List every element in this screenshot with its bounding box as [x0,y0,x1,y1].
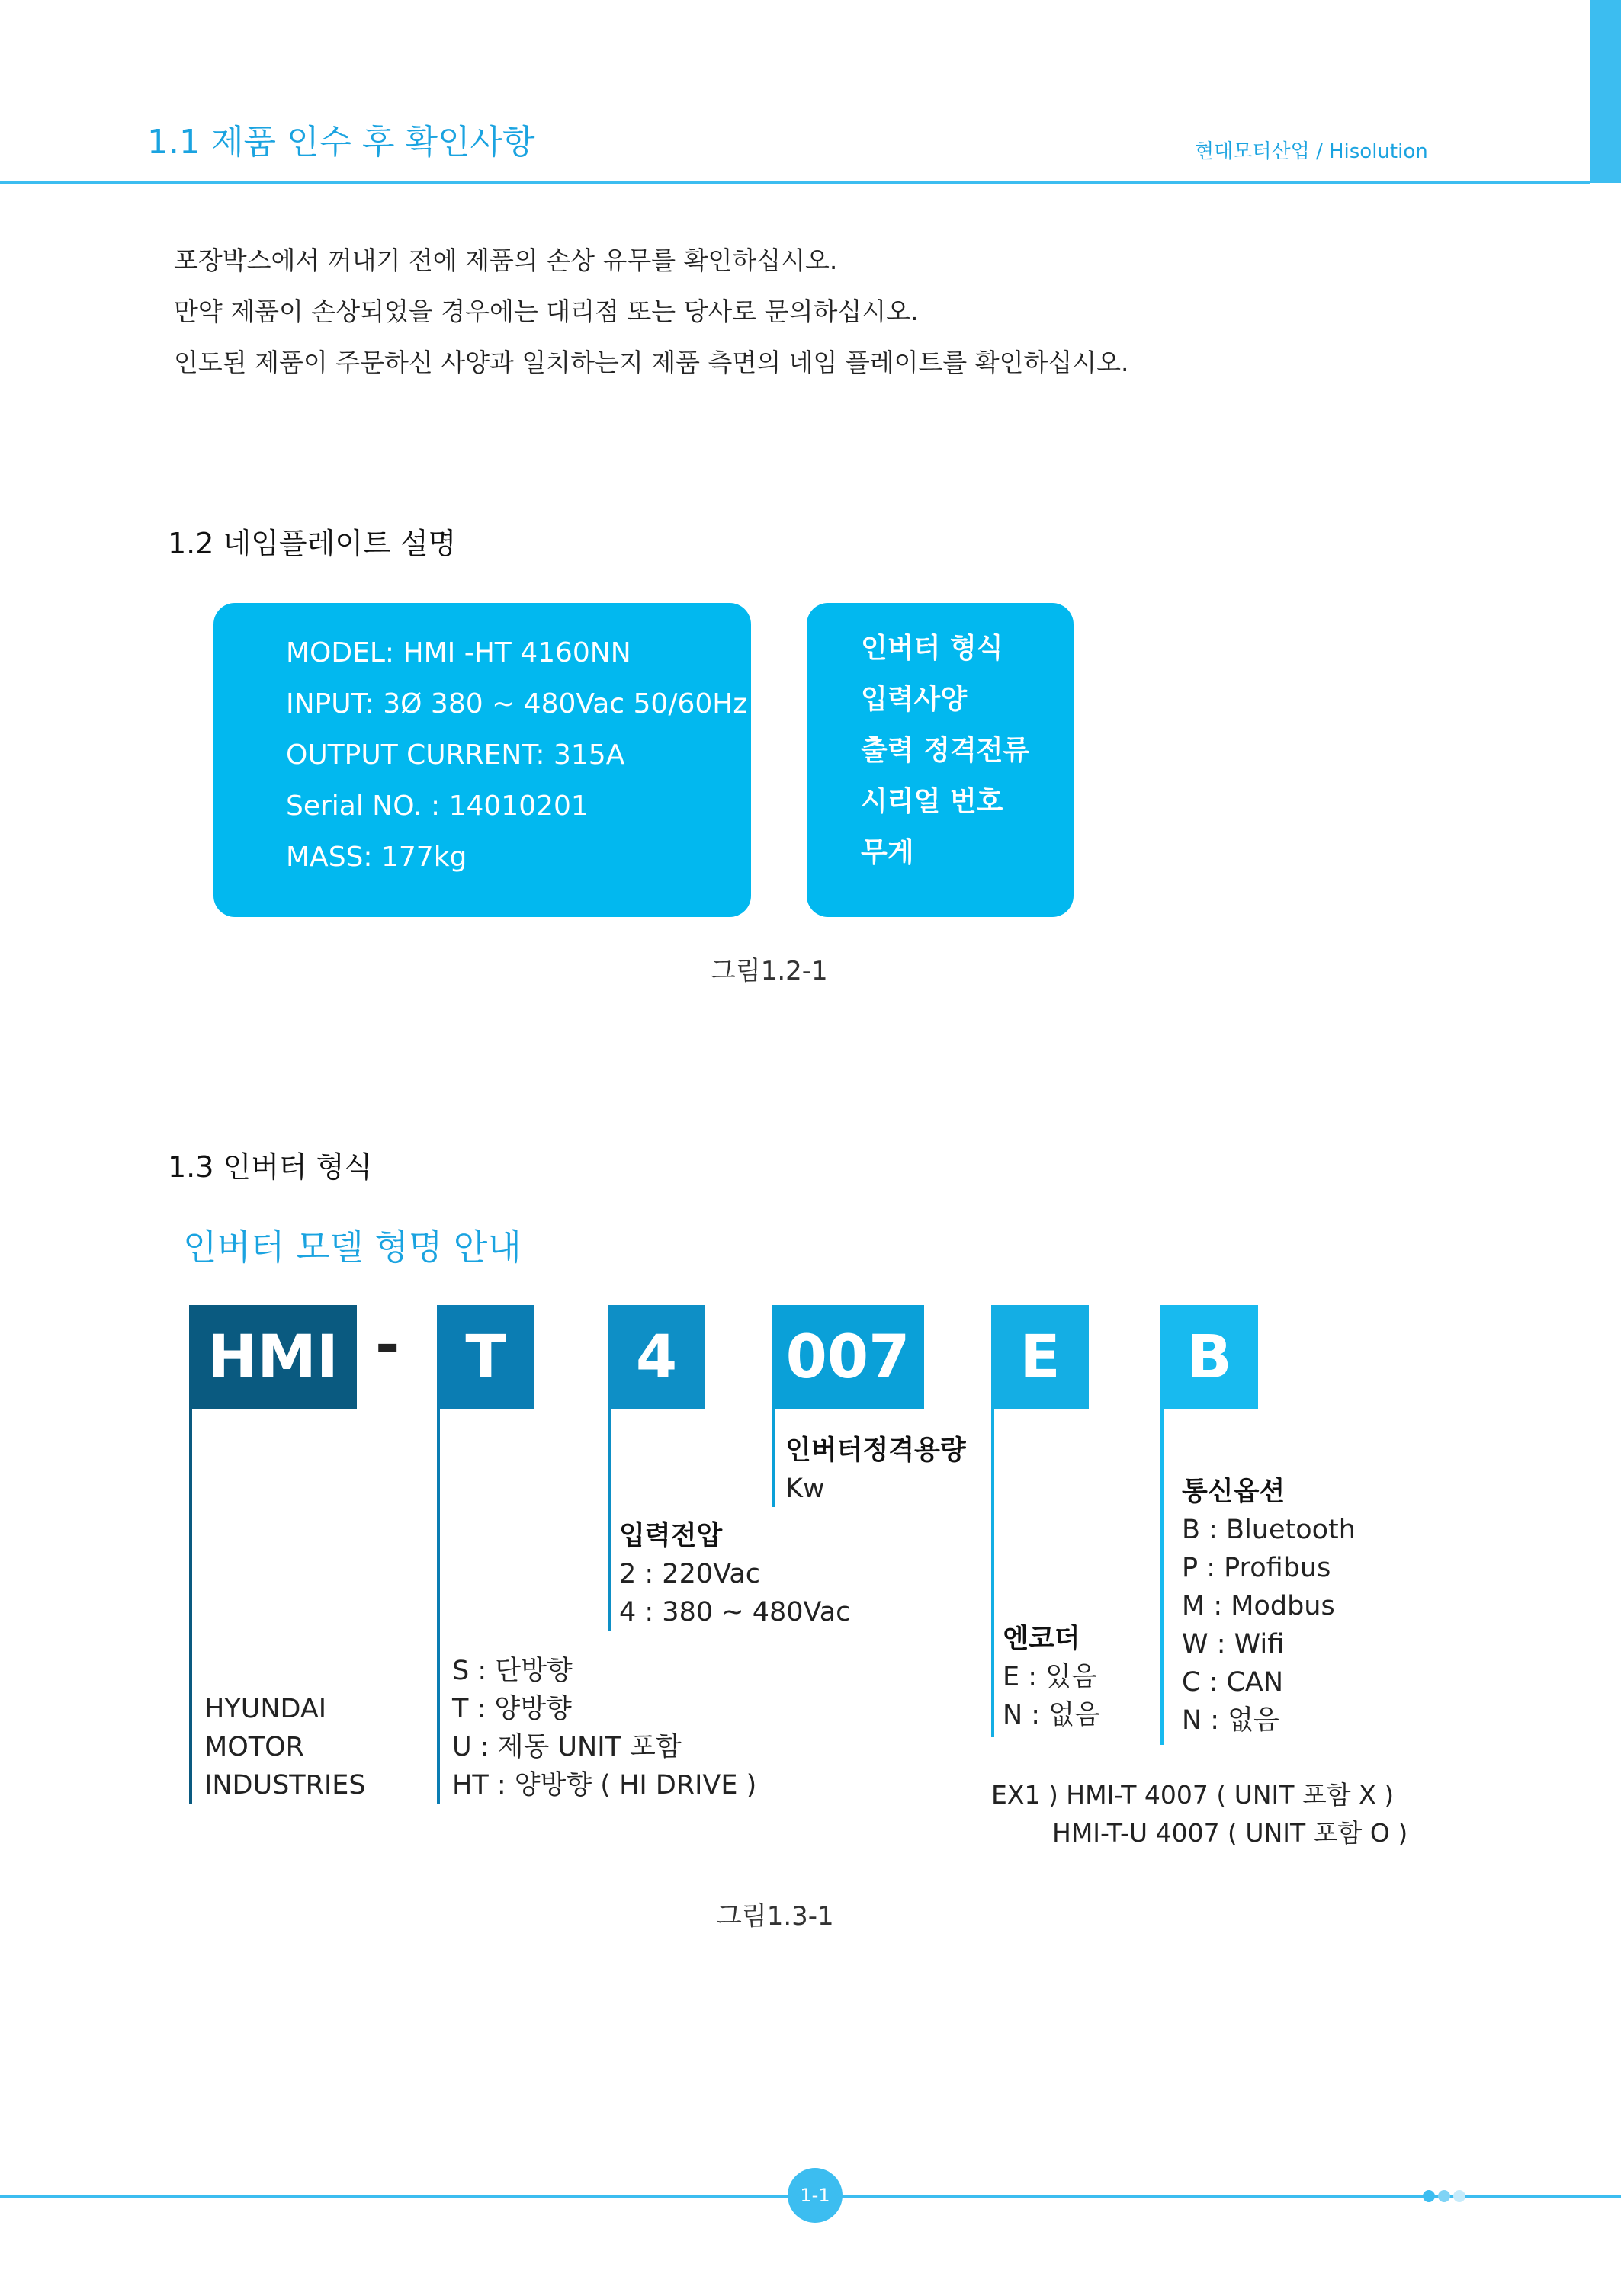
nameplate-row: INPUT: 3Ø 380 ~ 480Vac 50/60Hz [286,688,748,720]
nameplate-heading: 1.2 네임플레이트 설명 [168,527,457,560]
nameplate-values [286,627,747,883]
capacity-label: 인버터정격용량 Kw [785,1435,966,1504]
leader-line-hmi [189,1409,192,1804]
footer-dot-icon [1438,2190,1450,2202]
comm-label: 통신옵션 B : Bluetooth P : Profibus M : Modbus W : Wifi C : CAN N : 없음 [1182,1477,1356,1736]
intro-line: 포장박스에서 꺼내기 전에 제품의 손상 유무를 확인하십시오. [174,245,838,275]
leader-line-voltage [608,1409,611,1631]
figure-caption: 그림1.2-1 [711,956,828,986]
leader-line-encoder [991,1409,994,1737]
company-label: 현대모터산업 / Hisolution [1195,140,1428,163]
nameplate-box [213,603,751,917]
nameplate-row: MODEL: HMI -HT 4160NN [286,637,631,669]
meaning-row: 출력 정격전류 [861,735,1030,766]
manufacturer-label: HYUNDAI MOTOR INDUSTRIES [204,1694,366,1801]
figure-caption: 그림1.3-1 [717,1901,834,1932]
code-box-voltage: 4 [608,1305,705,1409]
meaning-row: 시리얼 번호 [861,786,1003,817]
page-number-badge: 1-1 [788,2168,843,2223]
right-accent-bar [1590,0,1621,183]
voltage-label: 입력전압 2 : 220Vac 4 : 380 ~ 480Vac [619,1521,851,1627]
footer-dot-icon [1453,2190,1465,2202]
code-box-hmi: HMI [189,1305,357,1409]
model-title: 인버터 모델 형명 안내 [183,1227,522,1268]
code-box-comm: B [1160,1305,1258,1409]
leader-line-capacity [772,1409,775,1507]
nameplate-meanings [861,623,1029,878]
model-heading: 1.3 인버터 형식 [168,1150,373,1184]
nameplate-meaning-box [807,603,1074,917]
code-box-capacity: 007 [772,1305,924,1409]
nameplate-row: OUTPUT CURRENT: 315A [286,739,625,771]
code-box-encoder: E [991,1305,1089,1409]
model-example: EX1 ) HMI-T 4007 ( UNIT 포함 X ) HMI-T-U 4007 ( UNIT 포함 O ) [991,1780,1408,1848]
nameplate-row: Serial NO. : 14010201 [286,790,589,822]
code-box-type: T [437,1305,534,1409]
intro-line: 인도된 제품이 주문하신 사양과 일치하는지 제품 측면의 네임 플레이트를 확인하십시오. [174,348,1129,377]
section-title: 1.1 제품 인수 후 확인사항 [147,123,535,162]
meaning-row: 입력사양 [861,684,968,715]
header-divider [0,181,1590,184]
footer-dot-icon [1423,2190,1435,2202]
intro-text [174,235,1129,388]
encoder-label: 엔코더 E : 있음 N : 없음 [1003,1624,1100,1730]
leader-line-type [437,1409,440,1804]
intro-line: 만약 제품이 손상되었을 경우에는 대리점 또는 당사로 문의하십시오. [174,297,919,326]
meaning-row: 무게 [861,837,914,868]
meaning-row: 인버터 형식 [861,633,1003,664]
leader-line-comm [1160,1409,1164,1745]
type-label: S : 단방향 T : 양방향 U : 제동 UNIT 포함 HT : 양방향 ( HI DRIVE ) [452,1656,757,1801]
nameplate-row: MASS: 177kg [286,842,467,873]
code-dash: - [375,1311,400,1380]
